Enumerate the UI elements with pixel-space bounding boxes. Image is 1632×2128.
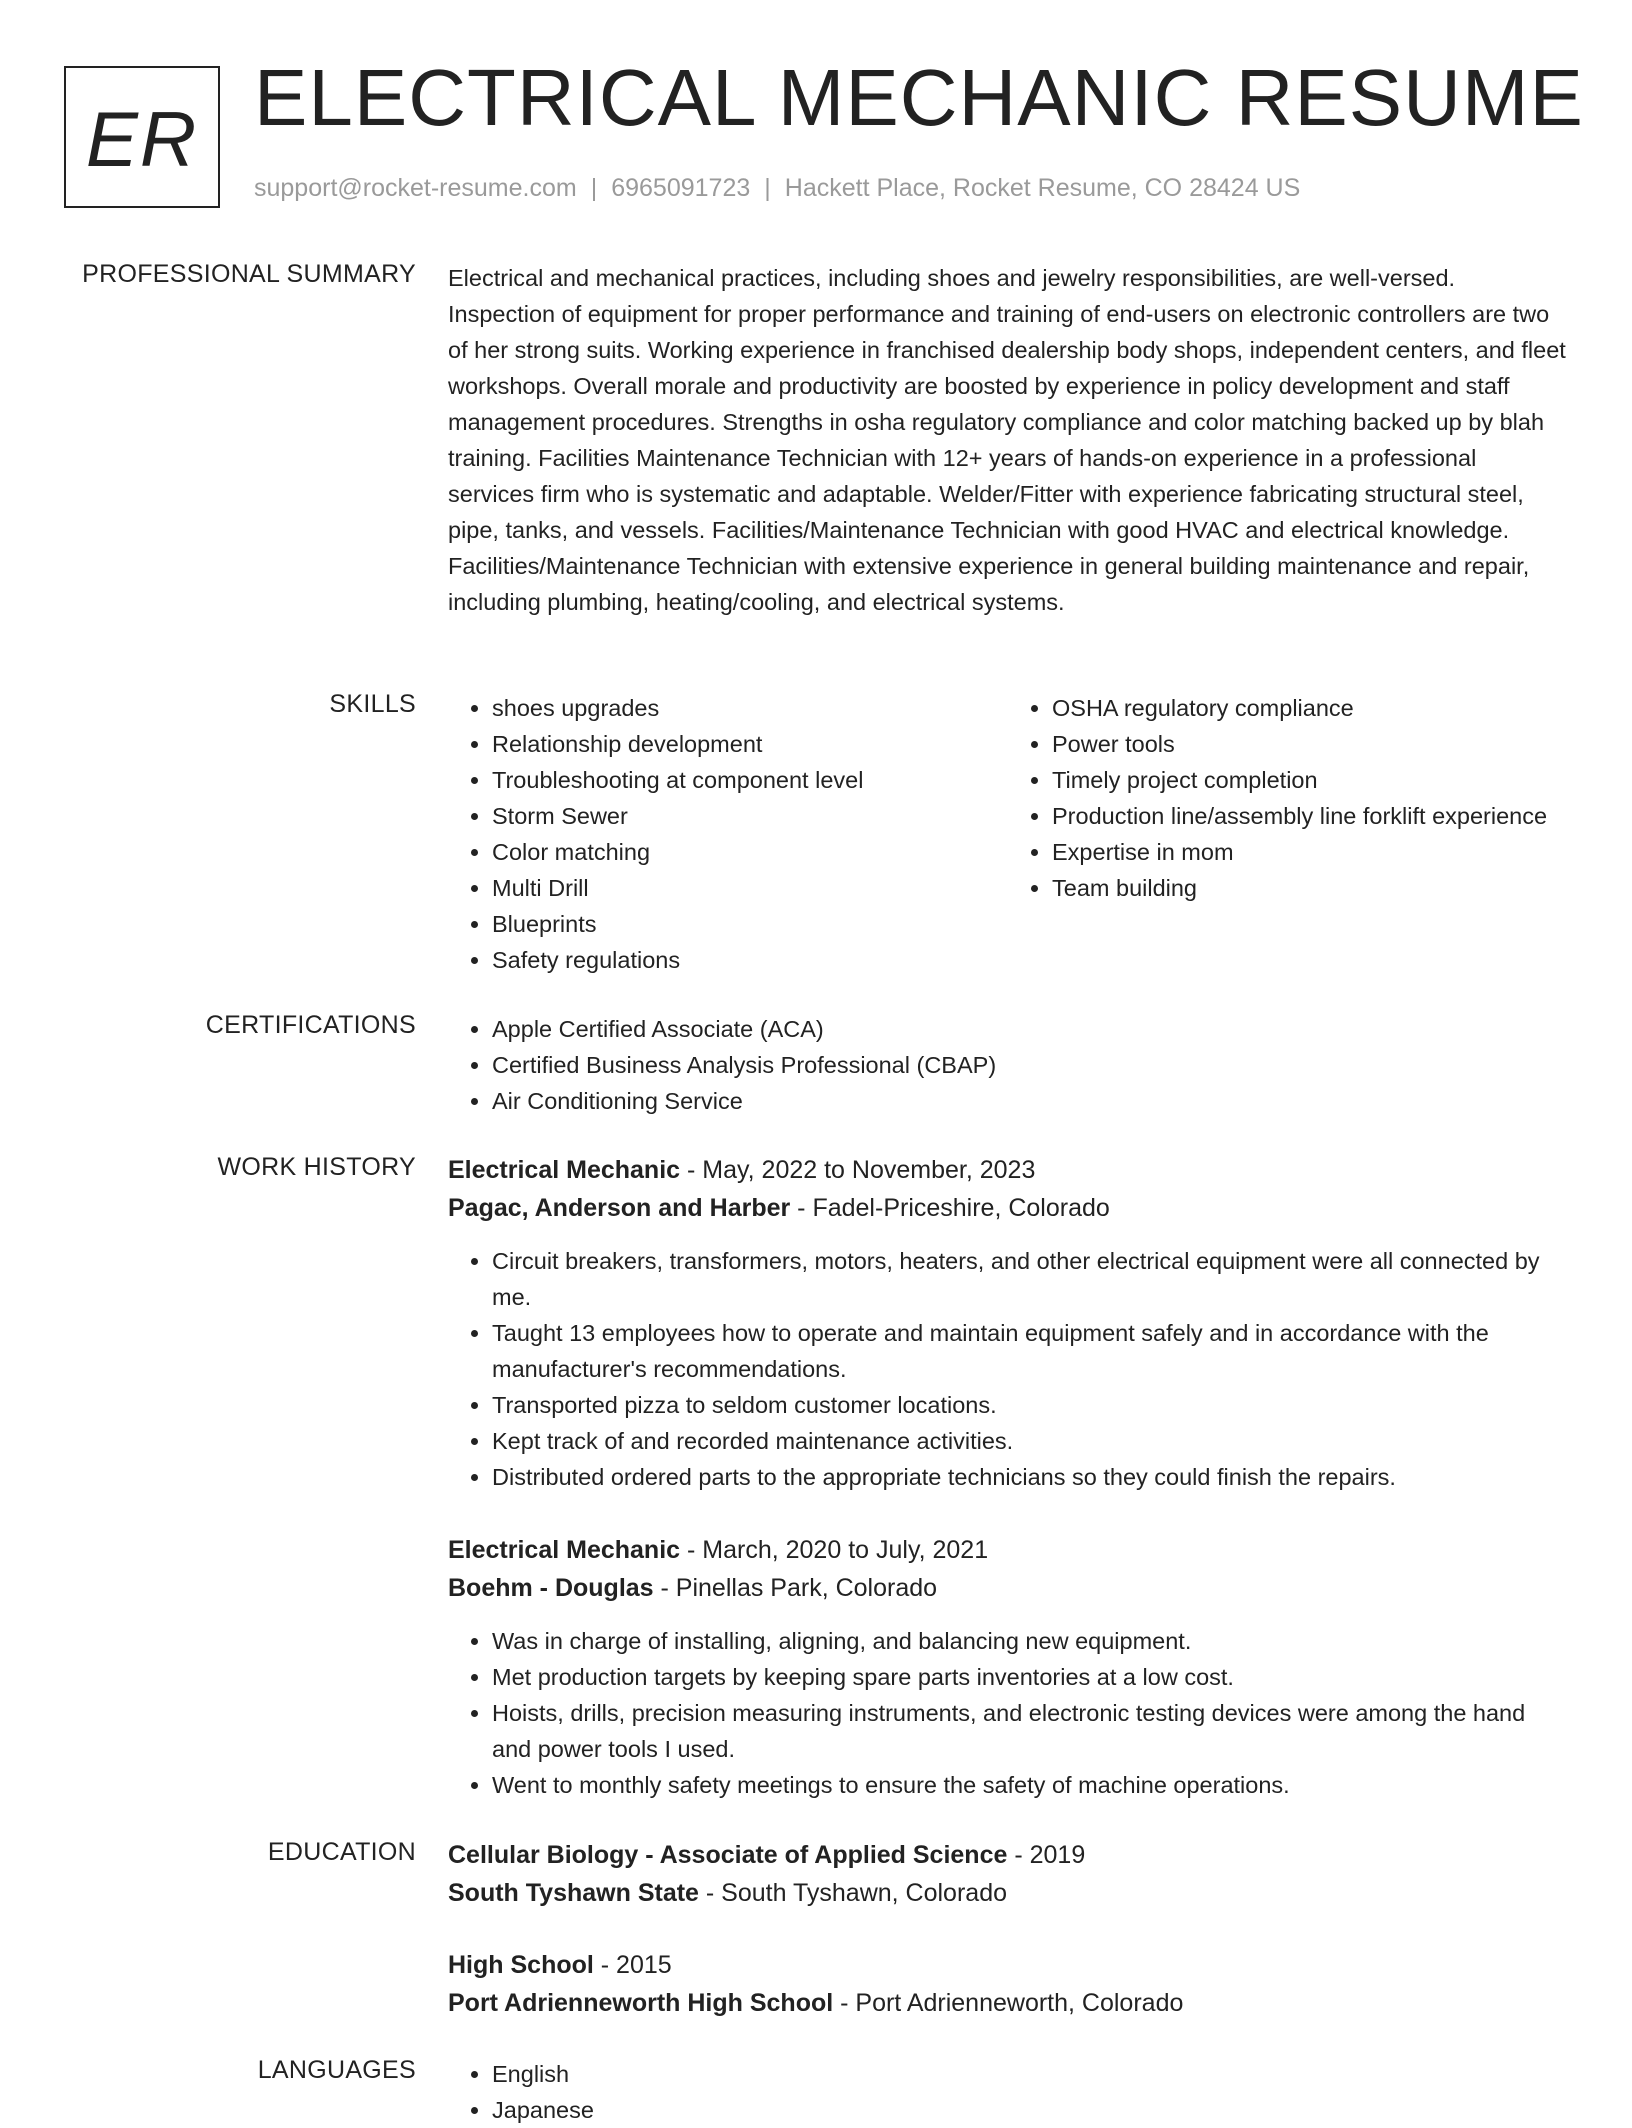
skill-item: • Blueprints — [492, 906, 1008, 942]
skills-heading: SKILLS — [329, 690, 416, 718]
skills-column-right — [1008, 690, 1568, 978]
summary-heading: PROFESSIONAL SUMMARY — [82, 260, 416, 288]
job-title-line — [448, 1151, 1568, 1189]
job-title: Electrical Mechanic — [448, 1156, 681, 1184]
education-entry — [448, 1946, 1568, 2022]
job-duty: • Kept track of and recorded maintenance activities. — [492, 1423, 1568, 1459]
languages-heading: LANGUAGES — [257, 2056, 416, 2084]
certifications-list — [448, 1011, 1568, 1119]
job-duty: • Was in charge of installing, aligning, and balancing new equipment. — [492, 1623, 1568, 1659]
job-company: Pagac, Anderson and Harber — [448, 1194, 791, 1222]
summary-text: Electrical and mechanical practices, including shoes and jewelry responsibilities, are well-versed. Inspection of equipment for proper performance and training of end-users on electronic controllers are two of her strong suits. Working experience in franchised dealership body shops, independent centers, and fleet workshops. Overall morale and productivity are boosted by experience in policy development and staff management procedures. Strengths in osha regulatory compliance and color matching backed up by blah training. Facilities Maintenance Technician with 12+ years of hands-on experience in a professional services firm who is systematic and adaptable. Welder/Fitter with experience fabricating structural steel, pipe, tanks, and vessels. Facilities/Maintenance Technician with good HVAC and electrical knowledge. Facilities/Maintenance Technician with extensive experience in general building maintenance and repair, including plumbing, heating/cooling, and electrical systems. — [448, 265, 1566, 615]
job-dates: - March, 2020 to July, 2021 — [680, 1536, 989, 1564]
contact-email: support@rocket-resume.com — [254, 174, 577, 202]
skill-item: • OSHA regulatory compliance — [1052, 690, 1568, 726]
job-entry — [448, 1151, 1568, 1495]
education-year: - 2019 — [1007, 1841, 1086, 1869]
skills-list — [448, 690, 1568, 978]
job-duty: • Met production targets by keeping spare parts inventories at a low cost. — [492, 1659, 1568, 1695]
education-school: Port Adrienneworth High School — [448, 1989, 834, 2017]
certifications-heading: CERTIFICATIONS — [205, 1011, 416, 1039]
language-item: • English — [492, 2056, 1568, 2092]
job-company: Boehm - Douglas — [448, 1574, 654, 1602]
job-duty: • Went to monthly safety meetings to ensure the safety of machine operations. — [492, 1767, 1568, 1803]
education-heading: EDUCATION — [267, 1838, 416, 1866]
skill-item: • Team building — [1052, 870, 1568, 906]
skill-item: • Color matching — [492, 834, 1008, 870]
job-location: - Fadel-Priceshire, Colorado — [790, 1194, 1110, 1222]
education-school-line — [448, 1984, 1568, 2022]
education-degree: Cellular Biology - Associate of Applied Science — [448, 1841, 1008, 1869]
contact-line — [254, 174, 1300, 203]
job-dates: - May, 2022 to November, 2023 — [680, 1156, 1036, 1184]
job-title-line — [448, 1531, 1568, 1569]
resume-title: ELECTRICAL MECHANIC RESUME — [254, 53, 1584, 142]
education-degree: High School — [448, 1951, 594, 1979]
certification-item: • Certified Business Analysis Professional (CBAP) — [492, 1047, 1568, 1083]
skill-item: • Multi Drill — [492, 870, 1008, 906]
summary-body — [448, 260, 1568, 620]
skill-item: • Timely project completion — [1052, 762, 1568, 798]
monogram-initials: ER — [85, 94, 199, 183]
education-location: - Port Adrienneworth, Colorado — [833, 1989, 1184, 2017]
job-title: Electrical Mechanic — [448, 1536, 681, 1564]
language-item: • Japanese — [492, 2092, 1568, 2128]
contact-phone: 6965091723 — [611, 174, 751, 202]
education-body — [448, 1836, 1568, 2022]
contact-address: Hackett Place, Rocket Resume, CO 28424 US — [784, 174, 1301, 202]
work-history-body — [448, 1531, 1568, 1803]
skill-item: • Relationship development — [492, 726, 1008, 762]
education-entry — [448, 1836, 1568, 1912]
certification-item: • Apple Certified Associate (ACA) — [492, 1011, 1568, 1047]
skill-item: • Production line/assembly line forklift experience — [1052, 798, 1568, 834]
job-company-line — [448, 1189, 1568, 1227]
contact-separator: | — [764, 174, 771, 202]
job-company-line — [448, 1569, 1568, 1607]
job-duty: • Taught 13 employees how to operate and maintain equipment safely and in accordance with the manufacturer's recommendations. — [492, 1315, 1568, 1387]
skill-item: • Power tools — [1052, 726, 1568, 762]
education-degree-line — [448, 1836, 1568, 1874]
job-entry — [448, 1531, 1568, 1803]
job-duty: • Circuit breakers, transformers, motors, heaters, and other electrical equipment were all connected by me. — [492, 1243, 1568, 1315]
job-location: - Pinellas Park, Colorado — [653, 1574, 938, 1602]
job-duties — [448, 1243, 1568, 1495]
education-location: - South Tyshawn, Colorado — [698, 1879, 1007, 1907]
education-school-line — [448, 1874, 1568, 1912]
job-duty: • Distributed ordered parts to the appropriate technicians so they could finish the repairs. — [492, 1459, 1568, 1495]
job-duties — [448, 1623, 1568, 1803]
work-history-body — [448, 1151, 1568, 1495]
skills-column-left — [448, 690, 1008, 978]
education-degree-line — [448, 1946, 1568, 1984]
skill-item: • shoes upgrades — [492, 690, 1008, 726]
education-year: - 2015 — [593, 1951, 672, 1979]
skill-item: • Expertise in mom — [1052, 834, 1568, 870]
contact-separator: | — [590, 174, 598, 202]
skill-item: • Troubleshooting at component level — [492, 762, 1008, 798]
certification-item: • Air Conditioning Service — [492, 1083, 1568, 1119]
monogram-box — [64, 66, 220, 208]
education-school: South Tyshawn State — [448, 1879, 699, 1907]
work-history-heading: WORK HISTORY — [217, 1153, 416, 1181]
skill-item: • Storm Sewer — [492, 798, 1008, 834]
job-duty: • Transported pizza to seldom customer locations. — [492, 1387, 1568, 1423]
skill-item: • Safety regulations — [492, 942, 1008, 978]
job-duty: • Hoists, drills, precision measuring instruments, and electronic testing devices were among the hand and power tools I used. — [492, 1695, 1568, 1767]
languages-list — [448, 2056, 1568, 2128]
